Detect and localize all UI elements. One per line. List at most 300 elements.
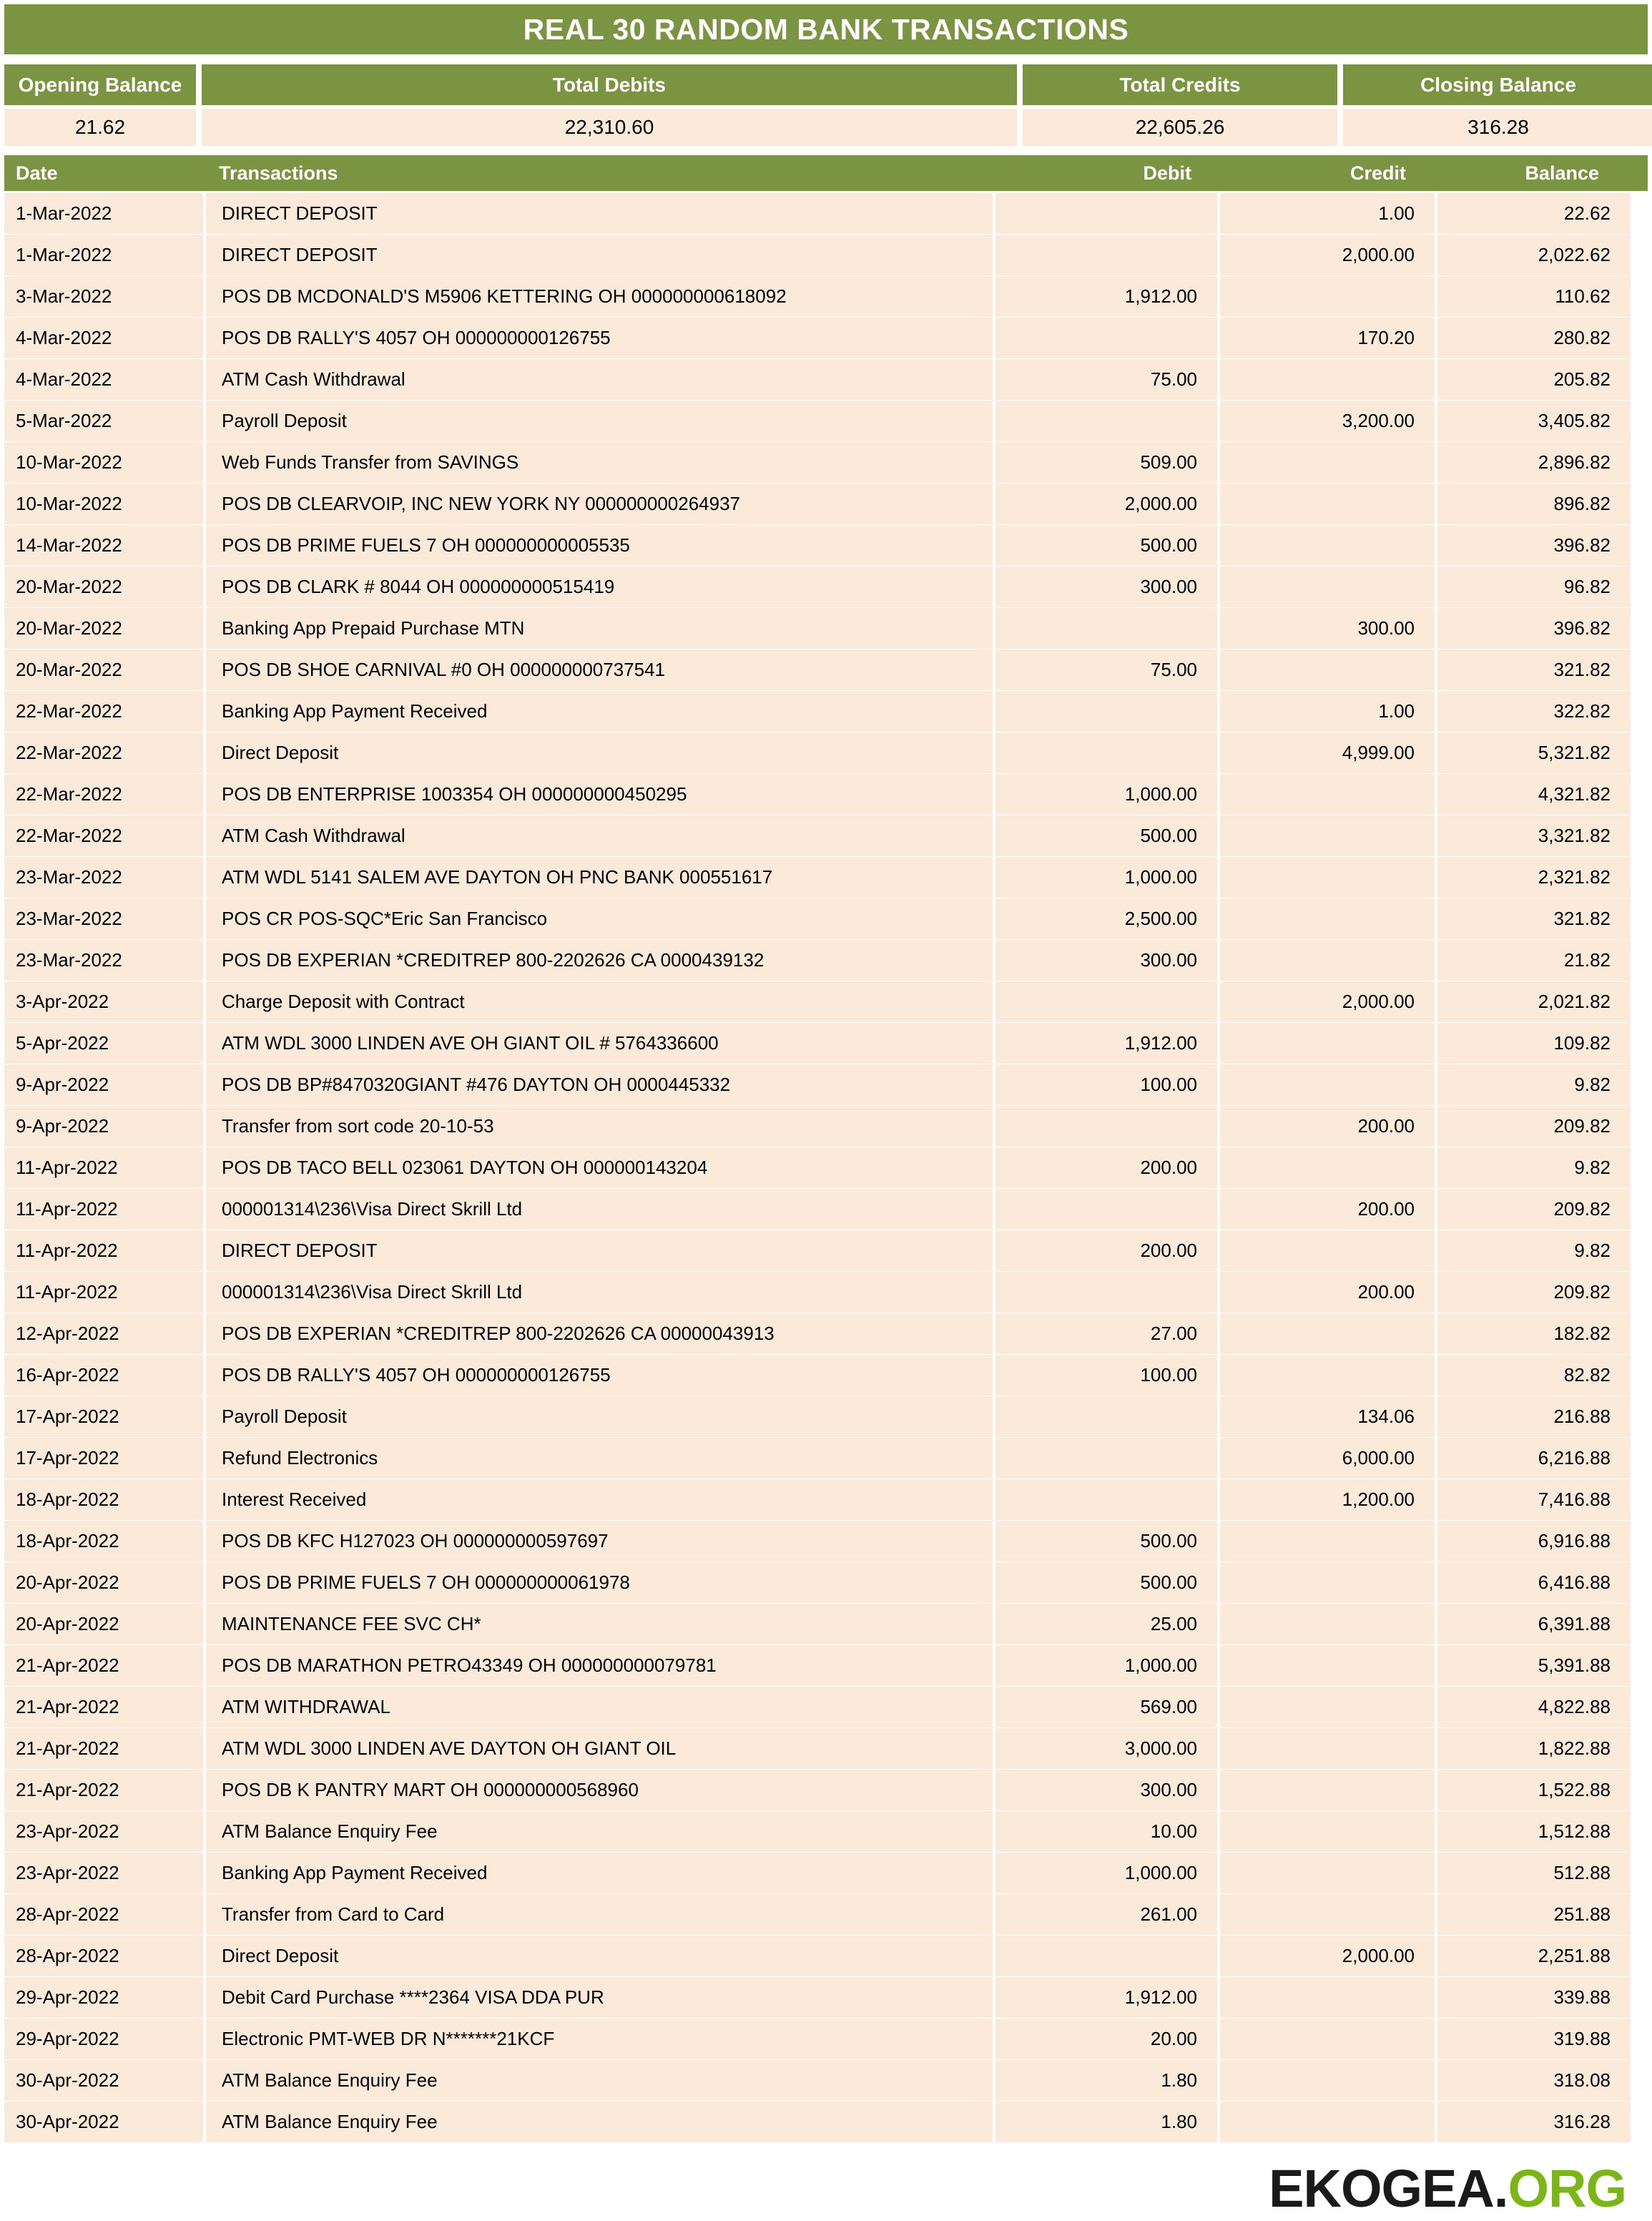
cell-balance: 216.88 (1437, 1396, 1631, 1437)
cell-debit (995, 193, 1217, 234)
cell-date: 1-Mar-2022 (4, 193, 203, 234)
cell-debit: 1,000.00 (995, 857, 1217, 898)
watermark-text-primary: EKOGEA. (1269, 2159, 1508, 2218)
cell-credit (1220, 1770, 1435, 1810)
table-row (4, 1894, 1648, 1935)
cell-debit (995, 235, 1217, 275)
cell-credit (1220, 1687, 1435, 1727)
watermark-text-accent: ORG (1508, 2159, 1626, 2218)
cell-debit: 100.00 (995, 1355, 1217, 1396)
cell-debit: 1.80 (995, 2102, 1217, 2142)
cell-description: POS DB TACO BELL 023061 DAYTON OH 000000143204 (206, 1147, 993, 1188)
column-gap (1017, 64, 1023, 105)
cell-date: 23-Mar-2022 (4, 940, 203, 981)
cell-balance: 322.82 (1437, 691, 1631, 732)
cell-credit (1220, 276, 1435, 317)
cell-balance: 6,216.88 (1437, 1438, 1631, 1479)
table-row (4, 1604, 1648, 1644)
cell-date: 21-Apr-2022 (4, 1770, 203, 1810)
cell-description: Refund Electronics (206, 1438, 993, 1479)
table-row (4, 1770, 1648, 1810)
summary-header-total-credits: Total Credits (1023, 64, 1337, 105)
table-row (4, 1106, 1648, 1147)
cell-date: 18-Apr-2022 (4, 1521, 203, 1561)
cell-balance: 205.82 (1437, 359, 1631, 400)
cell-description: DIRECT DEPOSIT (206, 193, 993, 234)
cell-description: POS DB PRIME FUELS 7 OH 000000000061978 (206, 1562, 993, 1603)
cell-description: ATM Balance Enquiry Fee (206, 1811, 993, 1852)
cell-debit (995, 732, 1217, 773)
cell-debit: 200.00 (995, 1147, 1217, 1188)
cell-date: 4-Mar-2022 (4, 318, 203, 358)
summary-value-closing-balance: 316.28 (1343, 109, 1652, 146)
cell-description: ATM WDL 5141 SALEM AVE DAYTON OH PNC BANK 000551617 (206, 857, 993, 898)
cell-credit: 300.00 (1220, 608, 1435, 649)
cell-debit: 500.00 (995, 1562, 1217, 1603)
table-row (4, 359, 1648, 400)
cell-balance: 5,391.88 (1437, 1645, 1631, 1686)
cell-description: POS CR POS-SQC*Eric San Francisco (206, 898, 993, 939)
cell-debit (995, 691, 1217, 732)
cell-balance: 1,822.88 (1437, 1728, 1631, 1769)
cell-credit (1220, 1521, 1435, 1561)
cell-credit (1220, 525, 1435, 566)
cell-credit (1220, 484, 1435, 524)
cell-description: ATM Balance Enquiry Fee (206, 2060, 993, 2101)
cell-date: 11-Apr-2022 (4, 1230, 203, 1271)
cell-description: 000001314\236\Visa Direct Skrill Ltd (206, 1272, 993, 1313)
cell-description: Direct Deposit (206, 1936, 993, 1976)
cell-balance: 896.82 (1437, 484, 1631, 524)
transactions-table-header (4, 155, 1648, 191)
cell-date: 20-Mar-2022 (4, 567, 203, 607)
cell-balance: 321.82 (1437, 649, 1631, 690)
cell-balance: 512.88 (1437, 1853, 1631, 1893)
table-row (4, 608, 1648, 649)
cell-debit: 2,000.00 (995, 484, 1217, 524)
cell-description: DIRECT DEPOSIT (206, 1230, 993, 1271)
table-row (4, 732, 1648, 773)
cell-date: 11-Apr-2022 (4, 1189, 203, 1230)
cell-credit (1220, 1645, 1435, 1686)
cell-balance: 2,896.82 (1437, 442, 1631, 483)
table-row (4, 898, 1648, 939)
cell-debit: 300.00 (995, 1770, 1217, 1810)
cell-description: POS DB K PANTRY MART OH 000000000568960 (206, 1770, 993, 1810)
cell-balance: 321.82 (1437, 898, 1631, 939)
cell-credit (1220, 567, 1435, 607)
cell-date: 11-Apr-2022 (4, 1147, 203, 1188)
cell-date: 23-Apr-2022 (4, 1811, 203, 1852)
cell-debit (995, 1189, 1217, 1230)
ekogea-watermark (1269, 2159, 1626, 2218)
cell-debit: 500.00 (995, 1521, 1217, 1561)
cell-debit: 3,000.00 (995, 1728, 1217, 1769)
cell-credit (1220, 1147, 1435, 1188)
table-row (4, 1645, 1648, 1686)
cell-credit: 2,000.00 (1220, 1936, 1435, 1976)
cell-description: Banking App Prepaid Purchase MTN (206, 608, 993, 649)
cell-debit: 75.00 (995, 359, 1217, 400)
cell-balance: 9.82 (1437, 1064, 1631, 1105)
cell-balance: 6,391.88 (1437, 1604, 1631, 1644)
cell-date: 14-Mar-2022 (4, 525, 203, 566)
cell-date: 10-Mar-2022 (4, 442, 203, 483)
table-row (4, 1811, 1648, 1852)
cell-description: ATM Cash Withdrawal (206, 359, 993, 400)
cell-description: POS DB KFC H127023 OH 000000000597697 (206, 1521, 993, 1561)
table-row (4, 2019, 1648, 2059)
cell-debit (995, 1272, 1217, 1313)
cell-credit: 4,999.00 (1220, 732, 1435, 773)
column-header-date: Date (16, 162, 58, 184)
cell-debit: 10.00 (995, 1811, 1217, 1852)
cell-date: 20-Mar-2022 (4, 649, 203, 690)
column-header-transactions: Transactions (219, 162, 338, 184)
cell-date: 3-Mar-2022 (4, 276, 203, 317)
cell-description: Banking App Payment Received (206, 1853, 993, 1893)
cell-debit (995, 401, 1217, 441)
cell-date: 9-Apr-2022 (4, 1106, 203, 1147)
cell-debit: 300.00 (995, 567, 1217, 607)
cell-description: POS DB RALLY'S 4057 OH 000000000126755 (206, 318, 993, 358)
cell-date: 30-Apr-2022 (4, 2060, 203, 2101)
cell-date: 11-Apr-2022 (4, 1272, 203, 1313)
column-gap (1337, 64, 1343, 105)
column-gap (1337, 109, 1343, 146)
cell-balance: 9.82 (1437, 1147, 1631, 1188)
table-row (4, 1147, 1648, 1188)
cell-balance: 1,512.88 (1437, 1811, 1631, 1852)
column-header-debit: Debit (1143, 162, 1191, 184)
cell-date: 17-Apr-2022 (4, 1396, 203, 1437)
cell-balance: 4,321.82 (1437, 774, 1631, 815)
column-header-credit: Credit (1349, 162, 1406, 184)
cell-debit: 1,000.00 (995, 1645, 1217, 1686)
cell-date: 12-Apr-2022 (4, 1313, 203, 1354)
table-row (4, 567, 1648, 607)
cell-debit (995, 1479, 1217, 1520)
cell-credit (1220, 442, 1435, 483)
cell-credit: 170.20 (1220, 318, 1435, 358)
table-row (4, 2060, 1648, 2101)
cell-debit: 27.00 (995, 1313, 1217, 1354)
cell-balance: 3,405.82 (1437, 401, 1631, 441)
cell-date: 22-Mar-2022 (4, 774, 203, 815)
cell-balance: 7,416.88 (1437, 1479, 1631, 1520)
table-row (4, 1064, 1648, 1105)
cell-debit: 25.00 (995, 1604, 1217, 1644)
table-row (4, 1977, 1648, 2018)
cell-balance: 316.28 (1437, 2102, 1631, 2142)
cell-debit: 261.00 (995, 1894, 1217, 1935)
cell-description: POS DB MCDONALD'S M5906 KETTERING OH 000000000618092 (206, 276, 993, 317)
cell-description: POS DB BP#8470320GIANT #476 DAYTON OH 0000445332 (206, 1064, 993, 1105)
cell-date: 5-Mar-2022 (4, 401, 203, 441)
cell-credit: 6,000.00 (1220, 1438, 1435, 1479)
cell-date: 20-Apr-2022 (4, 1604, 203, 1644)
cell-credit (1220, 649, 1435, 690)
cell-description: Direct Deposit (206, 732, 993, 773)
cell-description: POS DB RALLY'S 4057 OH 000000000126755 (206, 1355, 993, 1396)
cell-description: POS DB CLEARVOIP, INC NEW YORK NY 000000000264937 (206, 484, 993, 524)
cell-description: DIRECT DEPOSIT (206, 235, 993, 275)
cell-credit (1220, 1977, 1435, 2018)
table-row (4, 276, 1648, 317)
cell-debit: 75.00 (995, 649, 1217, 690)
cell-description: Payroll Deposit (206, 1396, 993, 1437)
cell-date: 22-Mar-2022 (4, 815, 203, 856)
table-row (4, 2102, 1648, 2142)
table-row (4, 1438, 1648, 1479)
cell-debit: 569.00 (995, 1687, 1217, 1727)
cell-credit (1220, 898, 1435, 939)
table-row (4, 1230, 1648, 1271)
cell-balance: 5,321.82 (1437, 732, 1631, 773)
cell-debit: 500.00 (995, 815, 1217, 856)
cell-balance: 396.82 (1437, 608, 1631, 649)
cell-debit (995, 981, 1217, 1022)
table-row (4, 1355, 1648, 1396)
cell-description: ATM WITHDRAWAL (206, 1687, 993, 1727)
cell-credit: 200.00 (1220, 1272, 1435, 1313)
cell-debit: 509.00 (995, 442, 1217, 483)
cell-description: POS DB EXPERIAN *CREDITREP 800-2202626 CA 0000439132 (206, 940, 993, 981)
cell-balance: 96.82 (1437, 567, 1631, 607)
cell-description: Transfer from sort code 20-10-53 (206, 1106, 993, 1147)
cell-description: Web Funds Transfer from SAVINGS (206, 442, 993, 483)
cell-date: 20-Mar-2022 (4, 608, 203, 649)
cell-date: 23-Apr-2022 (4, 1853, 203, 1893)
summary-header-closing-balance: Closing Balance (1343, 64, 1652, 105)
cell-credit (1220, 1894, 1435, 1935)
table-row (4, 691, 1648, 732)
cell-description: POS DB EXPERIAN *CREDITREP 800-2202626 CA 00000043913 (206, 1313, 993, 1354)
cell-credit (1220, 857, 1435, 898)
cell-description: Electronic PMT-WEB DR N*******21KCF (206, 2019, 993, 2059)
cell-balance: 6,916.88 (1437, 1521, 1631, 1561)
cell-debit: 100.00 (995, 1064, 1217, 1105)
cell-date: 23-Mar-2022 (4, 898, 203, 939)
cell-date: 4-Mar-2022 (4, 359, 203, 400)
cell-description: POS DB CLARK # 8044 OH 000000000515419 (206, 567, 993, 607)
table-row (4, 1728, 1648, 1769)
cell-credit (1220, 1355, 1435, 1396)
cell-date: 3-Apr-2022 (4, 981, 203, 1022)
cell-debit: 200.00 (995, 1230, 1217, 1271)
cell-balance: 109.82 (1437, 1023, 1631, 1064)
cell-credit (1220, 774, 1435, 815)
cell-balance: 209.82 (1437, 1272, 1631, 1313)
table-row (4, 318, 1648, 358)
cell-description: POS DB PRIME FUELS 7 OH 000000000005535 (206, 525, 993, 566)
table-row (4, 235, 1648, 275)
table-row (4, 649, 1648, 690)
cell-credit (1220, 1811, 1435, 1852)
cell-credit (1220, 1604, 1435, 1644)
cell-date: 21-Apr-2022 (4, 1687, 203, 1727)
cell-balance: 251.88 (1437, 1894, 1631, 1935)
cell-credit (1220, 2102, 1435, 2142)
table-row (4, 1189, 1648, 1230)
cell-balance: 396.82 (1437, 525, 1631, 566)
table-row (4, 774, 1648, 815)
cell-description: MAINTENANCE FEE SVC CH* (206, 1604, 993, 1644)
cell-date: 21-Apr-2022 (4, 1728, 203, 1769)
cell-balance: 2,321.82 (1437, 857, 1631, 898)
cell-credit: 2,000.00 (1220, 981, 1435, 1022)
cell-debit: 300.00 (995, 940, 1217, 981)
cell-balance: 3,321.82 (1437, 815, 1631, 856)
cell-debit: 2,500.00 (995, 898, 1217, 939)
cell-debit (995, 608, 1217, 649)
cell-date: 22-Mar-2022 (4, 732, 203, 773)
cell-description: ATM Cash Withdrawal (206, 815, 993, 856)
table-row (4, 1313, 1648, 1354)
cell-credit: 134.06 (1220, 1396, 1435, 1437)
table-row (4, 857, 1648, 898)
cell-credit (1220, 1230, 1435, 1271)
column-header-balance: Balance (1525, 162, 1599, 184)
cell-date: 10-Mar-2022 (4, 484, 203, 524)
table-row (4, 1272, 1648, 1313)
cell-description: ATM WDL 3000 LINDEN AVE DAYTON OH GIANT OIL (206, 1728, 993, 1769)
cell-description: Debit Card Purchase ****2364 VISA DDA PUR (206, 1977, 993, 2018)
cell-debit (995, 1106, 1217, 1147)
cell-credit (1220, 1023, 1435, 1064)
table-row (4, 525, 1648, 566)
summary-value-total-credits: 22,605.26 (1023, 109, 1337, 146)
cell-debit: 500.00 (995, 525, 1217, 566)
page-title: REAL 30 RANDOM BANK TRANSACTIONS (523, 12, 1129, 46)
table-row (4, 193, 1648, 234)
cell-debit (995, 318, 1217, 358)
cell-date: 22-Mar-2022 (4, 691, 203, 732)
cell-balance: 110.62 (1437, 276, 1631, 317)
cell-debit: 1,000.00 (995, 1853, 1217, 1893)
cell-balance: 9.82 (1437, 1230, 1631, 1271)
table-row (4, 401, 1648, 441)
cell-date: 20-Apr-2022 (4, 1562, 203, 1603)
cell-date: 16-Apr-2022 (4, 1355, 203, 1396)
bank-statement-page (0, 4, 1652, 2221)
cell-description: Banking App Payment Received (206, 691, 993, 732)
cell-credit: 200.00 (1220, 1106, 1435, 1147)
cell-credit: 2,000.00 (1220, 235, 1435, 275)
cell-credit (1220, 1728, 1435, 1769)
transactions-table-body (4, 193, 1648, 2142)
table-row (4, 1396, 1648, 1437)
summary-header-row (4, 64, 1648, 105)
cell-balance: 4,822.88 (1437, 1687, 1631, 1727)
cell-credit (1220, 359, 1435, 400)
table-row (4, 1023, 1648, 1064)
cell-debit: 20.00 (995, 2019, 1217, 2059)
cell-description: Payroll Deposit (206, 401, 993, 441)
cell-description: ATM WDL 3000 LINDEN AVE OH GIANT OIL # 5764336600 (206, 1023, 993, 1064)
statement-title-bar (4, 4, 1648, 54)
table-row (4, 981, 1648, 1022)
cell-credit (1220, 2060, 1435, 2101)
table-row (4, 1521, 1648, 1561)
cell-debit: 1,912.00 (995, 276, 1217, 317)
cell-balance: 319.88 (1437, 2019, 1631, 2059)
cell-credit (1220, 1064, 1435, 1105)
cell-credit: 1.00 (1220, 691, 1435, 732)
cell-debit: 1,000.00 (995, 774, 1217, 815)
cell-balance: 182.82 (1437, 1313, 1631, 1354)
cell-date: 28-Apr-2022 (4, 1936, 203, 1976)
table-row (4, 442, 1648, 483)
cell-date: 1-Mar-2022 (4, 235, 203, 275)
cell-date: 9-Apr-2022 (4, 1064, 203, 1105)
cell-credit (1220, 1853, 1435, 1893)
cell-credit: 200.00 (1220, 1189, 1435, 1230)
cell-balance: 22.62 (1437, 193, 1631, 234)
table-row (4, 940, 1648, 981)
cell-debit (995, 1936, 1217, 1976)
column-gap (1017, 109, 1023, 146)
cell-balance: 82.82 (1437, 1355, 1631, 1396)
cell-balance: 280.82 (1437, 318, 1631, 358)
cell-balance: 2,022.62 (1437, 235, 1631, 275)
table-row (4, 1479, 1648, 1520)
cell-balance: 209.82 (1437, 1106, 1631, 1147)
cell-debit: 1,912.00 (995, 1977, 1217, 2018)
cell-date: 5-Apr-2022 (4, 1023, 203, 1064)
cell-description: POS DB SHOE CARNIVAL #0 OH 000000000737541 (206, 649, 993, 690)
cell-credit: 3,200.00 (1220, 401, 1435, 441)
cell-debit: 1.80 (995, 2060, 1217, 2101)
cell-description: ATM Balance Enquiry Fee (206, 2102, 993, 2142)
cell-description: 000001314\236\Visa Direct Skrill Ltd (206, 1189, 993, 1230)
cell-date: 17-Apr-2022 (4, 1438, 203, 1479)
cell-balance: 318.08 (1437, 2060, 1631, 2101)
cell-credit (1220, 2019, 1435, 2059)
cell-credit (1220, 1562, 1435, 1603)
table-row (4, 1853, 1648, 1893)
summary-values-row (4, 109, 1648, 146)
cell-credit: 1,200.00 (1220, 1479, 1435, 1520)
summary-header-total-debits: Total Debits (202, 64, 1017, 105)
cell-date: 30-Apr-2022 (4, 2102, 203, 2142)
cell-description: POS DB ENTERPRISE 1003354 OH 000000000450295 (206, 774, 993, 815)
cell-credit: 1.00 (1220, 193, 1435, 234)
column-gap (196, 109, 202, 146)
cell-credit (1220, 1313, 1435, 1354)
cell-description: Interest Received (206, 1479, 993, 1520)
cell-balance: 339.88 (1437, 1977, 1631, 2018)
cell-description: Transfer from Card to Card (206, 1894, 993, 1935)
cell-date: 23-Mar-2022 (4, 857, 203, 898)
cell-date: 29-Apr-2022 (4, 2019, 203, 2059)
cell-balance: 209.82 (1437, 1189, 1631, 1230)
cell-date: 28-Apr-2022 (4, 1894, 203, 1935)
cell-credit (1220, 940, 1435, 981)
column-gap (196, 64, 202, 105)
table-row (4, 815, 1648, 856)
cell-debit (995, 1438, 1217, 1479)
cell-credit (1220, 815, 1435, 856)
cell-balance: 2,251.88 (1437, 1936, 1631, 1976)
cell-balance: 21.82 (1437, 940, 1631, 981)
table-row (4, 1562, 1648, 1603)
cell-debit: 1,912.00 (995, 1023, 1217, 1064)
summary-value-total-debits: 22,310.60 (202, 109, 1017, 146)
cell-date: 21-Apr-2022 (4, 1645, 203, 1686)
cell-date: 29-Apr-2022 (4, 1977, 203, 2018)
cell-description: Charge Deposit with Contract (206, 981, 993, 1022)
